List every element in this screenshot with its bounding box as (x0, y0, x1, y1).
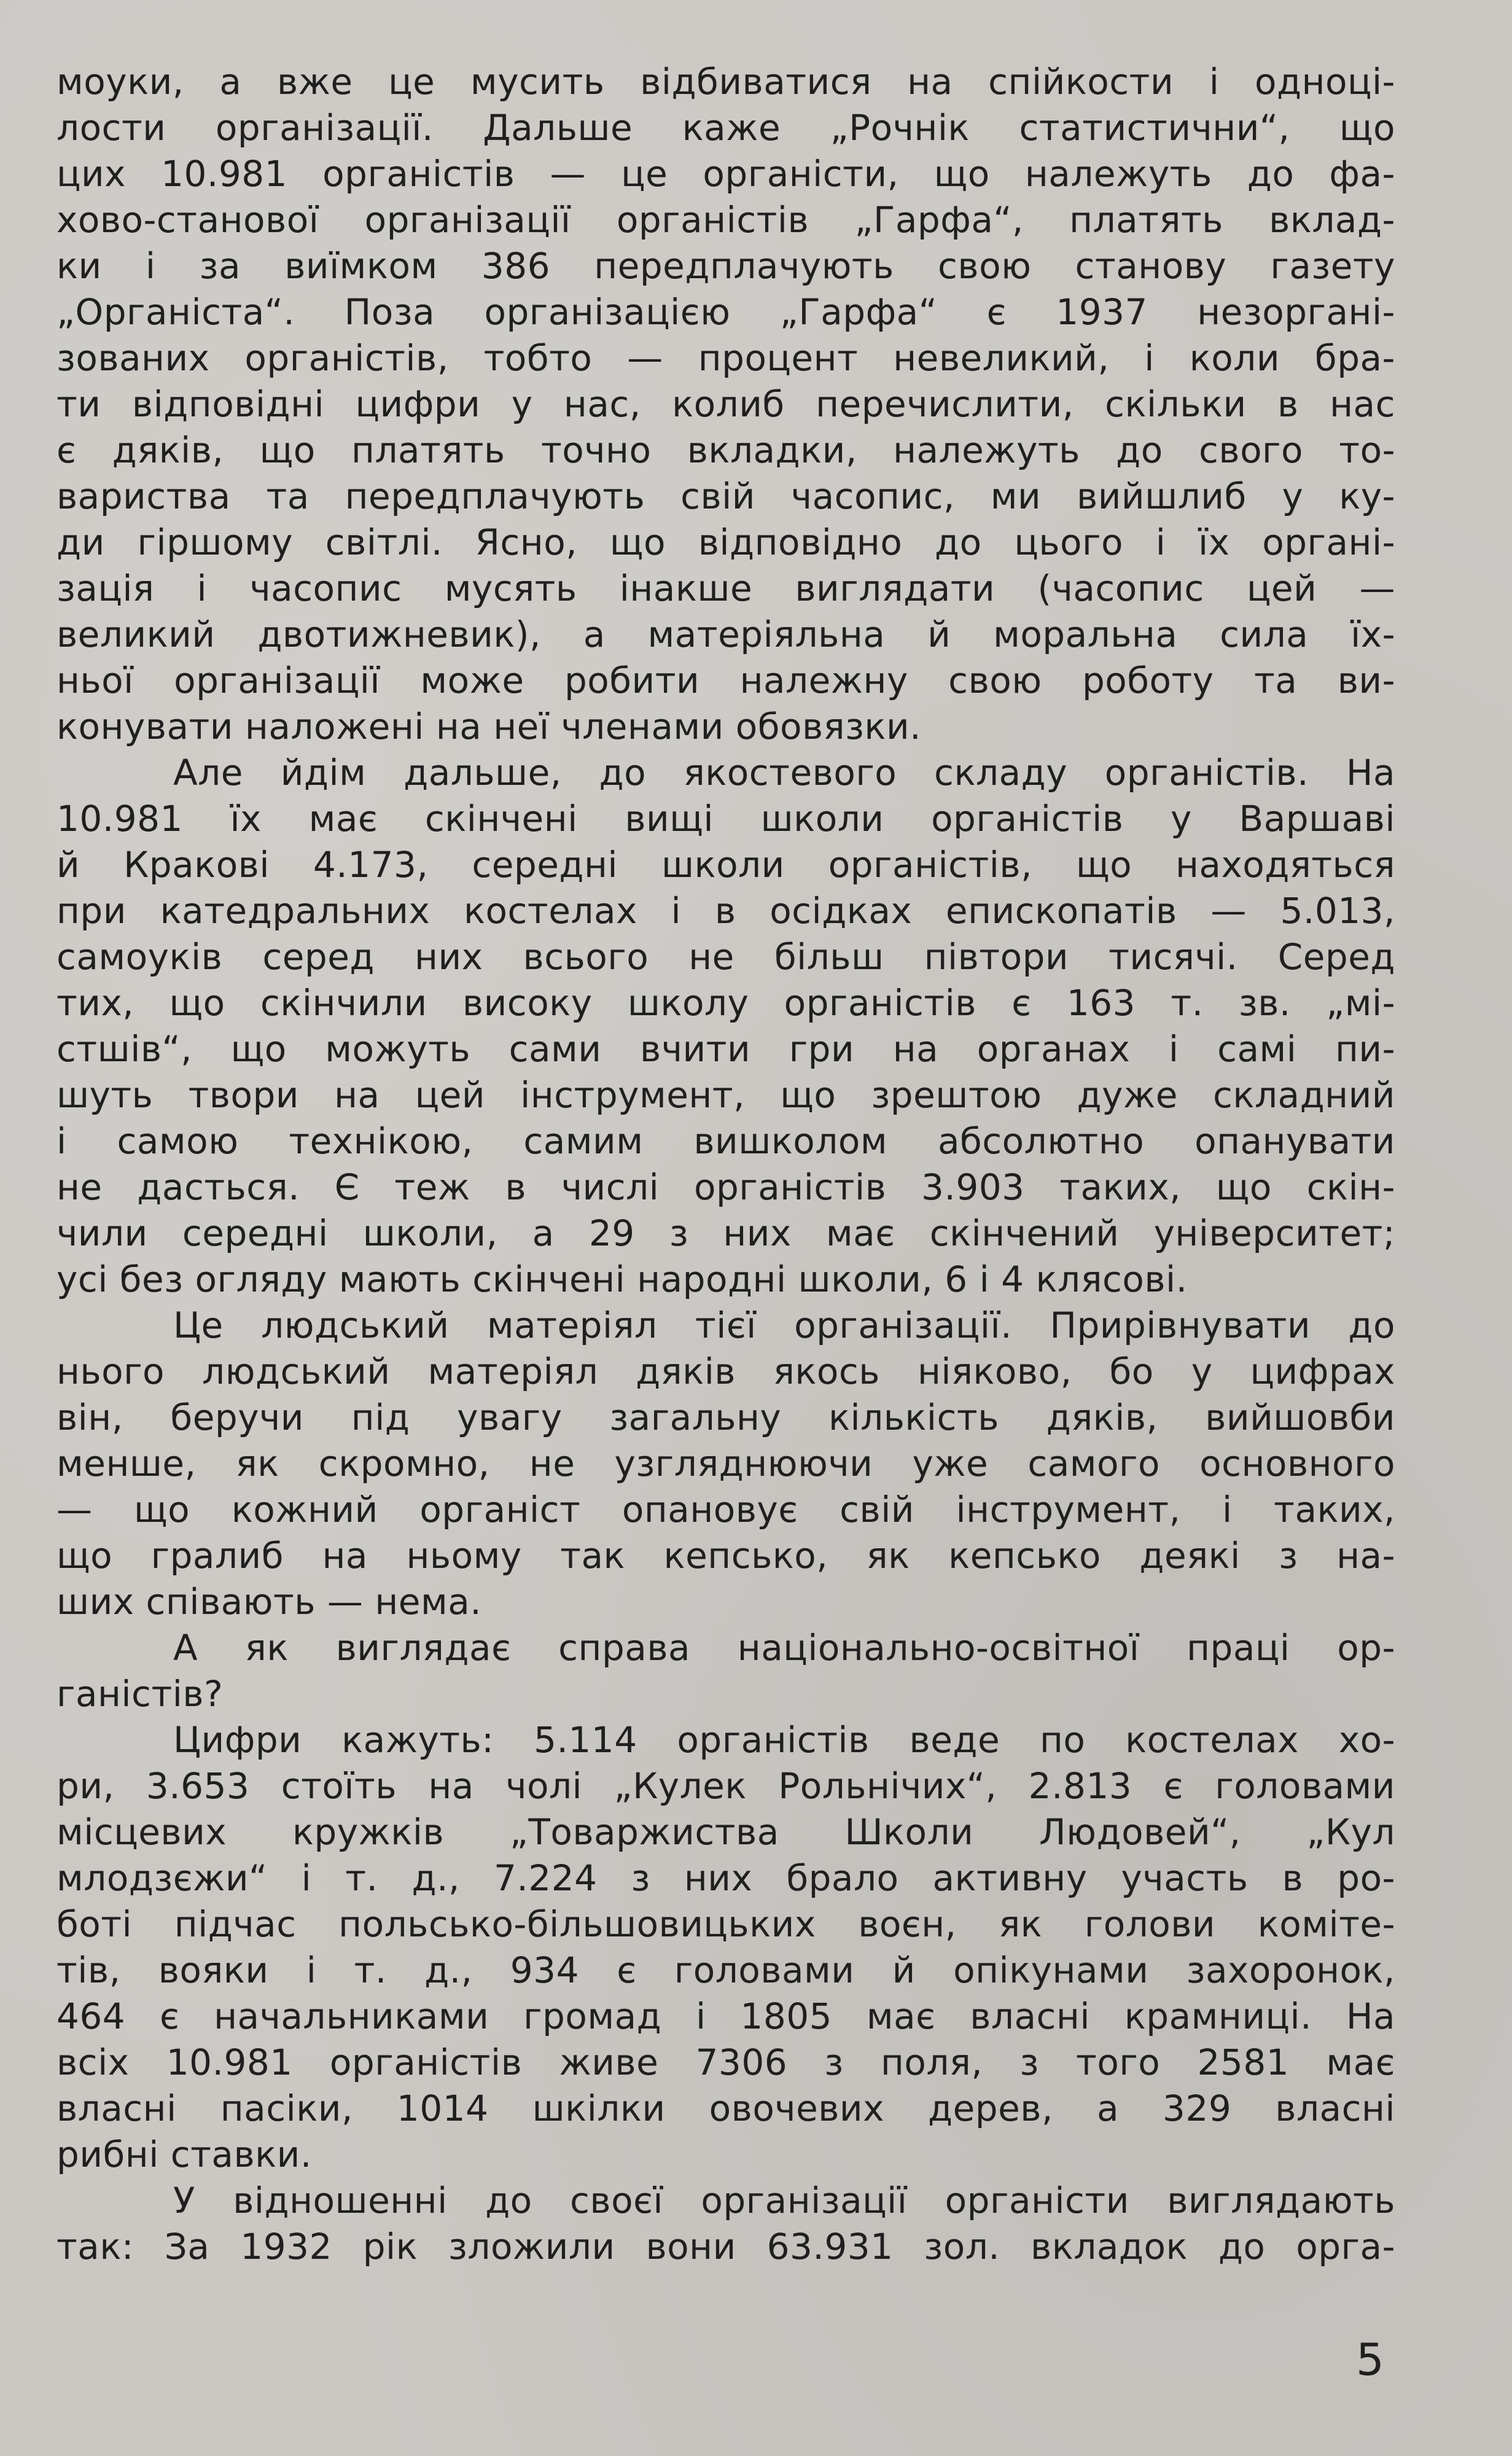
text-line: конувати наложені на неї членами обовязки. (57, 706, 922, 747)
text-line: усі без огляду мають скінчені народні школи, 6 і 4 клясові. (57, 1258, 1188, 1300)
text-line: і самою технікою, самим вишколом абсолютно опанувати (57, 1120, 1395, 1162)
text-line: хово-станової організації органістів „Гарфа“, платять вклад- (57, 199, 1395, 241)
text-line: У відношенні до своєї організації органісти виглядають (173, 2180, 1395, 2221)
text-line: цих 10.981 органістів — це органісти, що належуть до фа- (57, 153, 1395, 195)
body-text (57, 59, 1395, 2270)
text-line: 10.981 їх має скінчені вищі школи органістів у Варшаві (57, 798, 1395, 840)
text-line: А як виглядає справа національно-освітної праці ор- (173, 1627, 1395, 1669)
text-line: ти відповідні цифри у нас, колиб перечислити, скільки в нас (57, 383, 1395, 425)
text-line: при катедральних костелах і в осідках епископатів — 5.013, (57, 890, 1395, 932)
text-line: ри, 3.653 стоїть на чолі „Кулек Рольнічих“, 2.813 є головами (57, 1765, 1395, 1807)
text-line: так: За 1932 рік зложили вони 63.931 зол. вкладок до орга- (57, 2226, 1395, 2267)
text-line: — що кожний органіст опановує свій інструмент, і таких, (57, 1489, 1395, 1530)
text-line: власні пасіки, 1014 шкілки овочевих дерев, а 329 власні (57, 2088, 1395, 2129)
text-line: всіх 10.981 органістів живе 7306 з поля, з того 2581 має (57, 2041, 1395, 2083)
text-line: що гралиб на ньому так кепсько, як кепсько деякі з на- (57, 1535, 1395, 1577)
text-line: ших співають — нема. (57, 1581, 482, 1623)
text-line: нього людський матеріял дяків якось ніяково, бо у цифрах (57, 1351, 1395, 1392)
text-line: не дасться. Є теж в числі органістів 3.903 таких, що скін- (57, 1166, 1395, 1208)
text-line: Але йдім дальше, до якостевого складу органістів. На (173, 752, 1395, 793)
text-line: 464 є начальниками громад і 1805 має власні крамниці. На (57, 1995, 1395, 2037)
text-line: Це людський матеріял тієї організації. Прирівнувати до (173, 1304, 1395, 1346)
text-line: місцевих кружків „Товаржиства Школи Людовей“, „Кул (57, 1811, 1395, 1853)
text-line: й Кракові 4.173, середні школи органістів, що находяться (57, 844, 1395, 886)
text-line: ньої організації може робити належну свою роботу та ви- (57, 660, 1395, 701)
text-line: великий двотижневик), а матеріяльна й моральна сила їх- (57, 614, 1395, 655)
text-line: моуки, а вже це мусить відбиватися на спійкости і одноці- (57, 61, 1395, 103)
text-line: боті підчас польсько-більшовицьких воєн, як голови коміте- (57, 1903, 1395, 1945)
text-line: рибні ставки. (57, 2134, 312, 2175)
text-line: Цифри кажуть: 5.114 органістів веде по костелах хо- (173, 1719, 1395, 1761)
text-line: зованих органістів, тобто — процент невеликий, і коли бра- (57, 337, 1395, 379)
text-line: ди гіршому світлі. Ясно, що відповідно до цього і їх органі- (57, 521, 1395, 563)
text-line: „Органіста“. Поза організацією „Гарфа“ є 1937 незоргані- (57, 291, 1395, 333)
text-line: млодзєжи“ і т. д., 7.224 з них брало активну участь в ро- (57, 1857, 1395, 1899)
text-line: стшів“, що можуть сами вчити гри на органах і самі пи- (57, 1028, 1395, 1070)
text-line: тів, вояки і т. д., 934 є головами й опікунами захоронок, (57, 1949, 1395, 1991)
text-line: шуть твори на цей інструмент, що зрештою дуже складний (57, 1074, 1395, 1116)
text-line: тих, що скінчили високу школу органістів є 163 т. зв. „мі- (57, 982, 1395, 1024)
text-line: менше, як скромно, не узгляднюючи уже самого основного (57, 1443, 1395, 1484)
text-line: самоуків серед них всього не більш півтори тисячі. Серед (57, 936, 1395, 978)
text-line: вариства та передплачують свій часопис, ми вийшлиб у ку- (57, 475, 1395, 517)
text-line: зація і часопис мусять інакше виглядати (часопис цей — (57, 567, 1395, 609)
text-line: лости організації. Дальше каже „Рочнік статистични“, що (57, 107, 1395, 149)
text-line: чили середні школи, а 29 з них має скінчений університет; (57, 1212, 1395, 1254)
text-line: ганістів? (57, 1673, 224, 1715)
text-line: він, беручи під увагу загальну кількість дяків, вийшовби (57, 1397, 1395, 1438)
page-number: 5 (1356, 2334, 1384, 2385)
text-line: є дяків, що платять точно вкладки, належуть до свого то- (57, 429, 1395, 471)
text-line: ки і за виїмком 386 передплачують свою станову газету (57, 245, 1395, 287)
